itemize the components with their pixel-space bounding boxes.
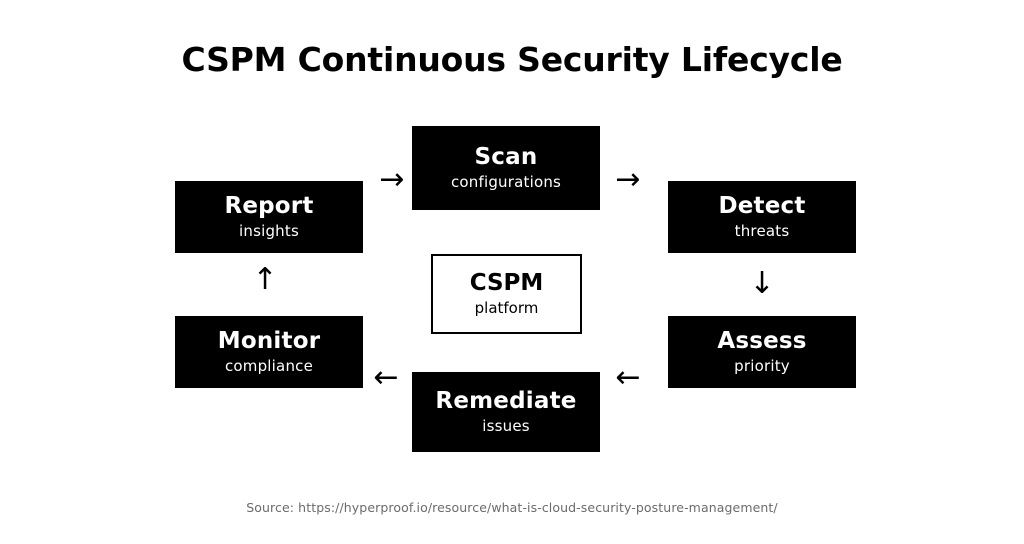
page-title: CSPM Continuous Security Lifecycle bbox=[181, 40, 843, 79]
node-assess-label: Assess bbox=[717, 327, 807, 354]
node-assess bbox=[668, 316, 856, 388]
node-monitor bbox=[175, 316, 363, 388]
node-scan bbox=[412, 126, 600, 210]
node-report-label: Report bbox=[224, 192, 314, 219]
arrow-up-icon-monitor-to-report: ↑ bbox=[252, 262, 278, 297]
node-detect-sublabel: threats bbox=[734, 222, 790, 241]
source-caption: Source: https://hyperproof.io/resource/what-is-cloud-security-posture-management/ bbox=[246, 500, 778, 515]
node-remediate bbox=[412, 372, 600, 452]
node-assess-sublabel: priority bbox=[734, 357, 790, 376]
node-scan-sublabel: configurations bbox=[450, 173, 562, 192]
arrow-right-icon-scan-to-detect: → bbox=[615, 162, 641, 197]
node-remediate-label: Remediate bbox=[435, 387, 577, 414]
arrow-down-icon-detect-to-assess: ↓ bbox=[749, 266, 775, 301]
node-remediate-sublabel: issues bbox=[482, 417, 530, 436]
arrow-right-icon-report-to-scan: → bbox=[379, 162, 405, 197]
node-monitor-sublabel: compliance bbox=[224, 357, 314, 376]
arrow-left-icon-assess-to-remediate: ← bbox=[615, 360, 641, 395]
node-scan-label: Scan bbox=[474, 143, 538, 170]
node-report-sublabel: insights bbox=[239, 222, 299, 241]
hub-sublabel: platform bbox=[474, 299, 539, 318]
hub-cspm-platform bbox=[431, 254, 582, 334]
hub-label: CSPM bbox=[469, 269, 544, 296]
node-monitor-label: Monitor bbox=[217, 327, 321, 354]
node-detect-label: Detect bbox=[718, 192, 806, 219]
arrow-left-icon-remediate-to-monitor: ← bbox=[373, 360, 399, 395]
node-report bbox=[175, 181, 363, 253]
node-detect bbox=[668, 181, 856, 253]
